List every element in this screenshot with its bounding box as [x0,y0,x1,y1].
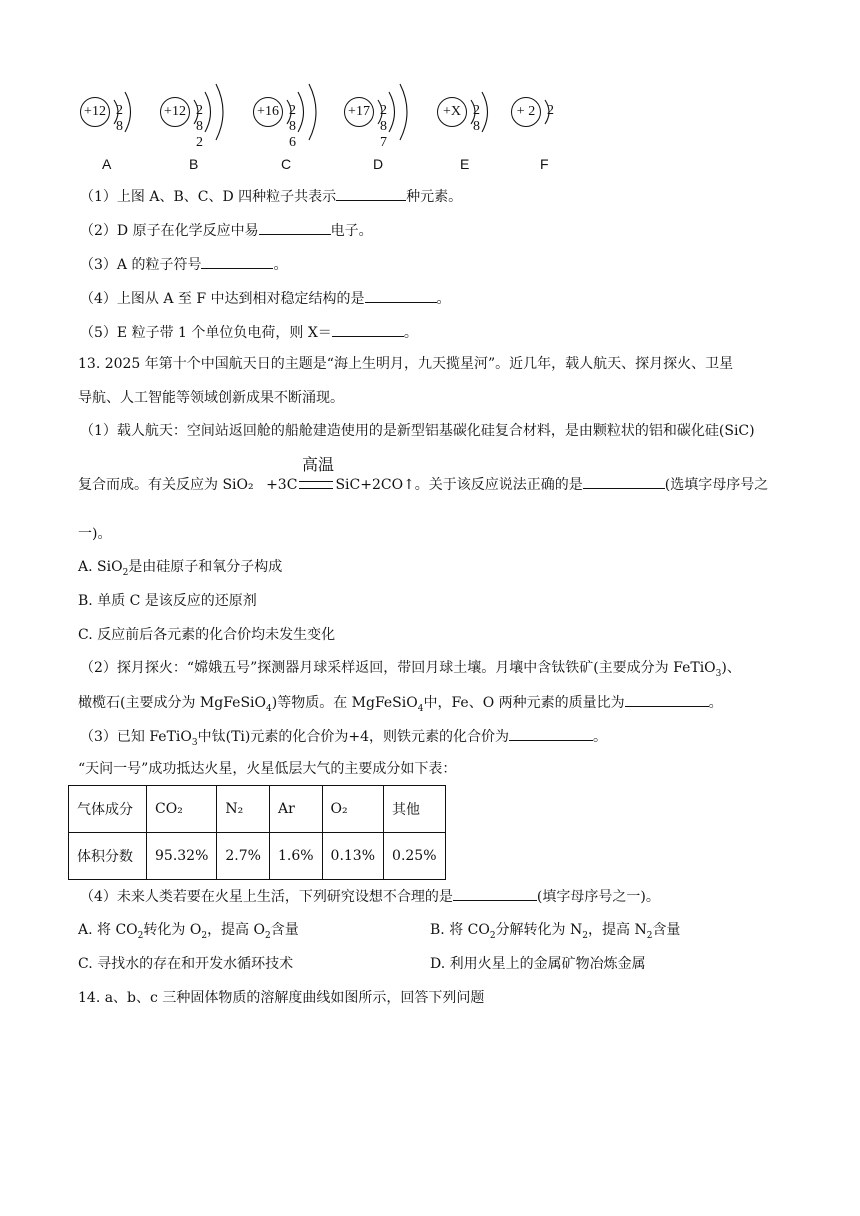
text: 电子。 [330,223,373,239]
nucleus: +12 [160,97,190,127]
text: 分解转化为 N [495,922,583,938]
table-cell: 体积分数 [69,833,147,880]
atom-label: D [373,156,384,172]
subscript: ₂ [248,477,254,493]
q12-part2 [80,220,373,241]
text: 。 [708,695,723,711]
q13-intro-line1: 13. 2025 年第十个中国航天日的主题是“海上生明月，九天揽星河”。近几年，载人航天、探月探火、卫星 [78,356,734,372]
q13-option-c: C. 反应前后各元素的化合价均未发生变化 [78,627,336,643]
subscript: 3 [715,668,722,679]
mars-atmosphere-table [68,785,446,880]
shell-numbers: 2 [547,103,554,118]
answer-blank[interactable] [583,474,665,489]
table-cell: 0.25% [384,833,445,880]
q13-option-b: B. 单质 C 是该反应的还原剂 [78,593,257,609]
subscript: 4 [417,703,424,714]
answer-blank[interactable] [509,726,593,741]
q13-part4 [80,886,660,907]
answer-blank[interactable] [625,692,709,707]
text: （1）上图 A、B、C、D 四种粒子共表示 [80,189,337,205]
text: )等物质。在 MgFeSiO [271,695,418,711]
electron-shell-arcs [437,68,517,158]
answer-blank[interactable] [336,186,406,201]
subscript: 3 [191,737,198,748]
nucleus: + 2 [511,97,541,127]
electron-shell-arcs [80,68,160,158]
electron-shell-arcs [253,68,333,158]
q13-option-a [78,557,282,583]
mars-intro: “天问一号”成功抵达火星，火星低层大气的主要成分如下表： [78,761,457,777]
text: 种元素。 [406,189,463,205]
subscript: 2 [122,567,129,578]
q13-part4-option-d: D. 利用火星上的金属矿物冶炼金属 [430,956,646,972]
text: （5）E 粒子带 1 个单位负电荷，则 X＝ [80,325,332,341]
subscript: 2 [646,930,653,941]
table-cell: Ar [269,786,322,833]
text: ，提高 O [207,922,265,938]
text: B. 将 CO [430,922,490,938]
shell-numbers: 2 8 6 [289,103,296,150]
subscript: 2 [201,930,208,941]
table-cell: CO₂ [147,786,217,833]
text: (选填字母序号之 [664,477,769,493]
text: 含量 [270,922,299,938]
text: 。 [273,257,288,273]
nucleus: +17 [344,97,374,127]
shell-numbers: 2 8 [116,103,123,134]
text: 是由硅原子和氧分子构成 [128,559,283,575]
text: ，提高 N [588,922,647,938]
subscript: 2 [265,930,271,941]
answer-blank[interactable] [365,288,437,303]
text: （3）A 的粒子符号 [80,257,202,273]
text: (填字母序号之一)。 [536,889,660,905]
equals-sign [299,481,333,489]
text: A. 将 CO [78,922,138,938]
q12-part3 [80,254,287,275]
shell-numbers: 2 8 2 [196,103,203,150]
text: （4）未来人类若要在火星上生活，下列研究设想不合理的是 [80,889,453,905]
text: 复合而成。有关反应为 SiO [78,477,248,493]
subscript: 2 [489,930,496,941]
atom-label: C [281,156,292,172]
text: （2）探月探火：“嫦娥五号”探测器月球采样返回，带回月球土壤。月壤中含钛铁矿(主要成分为 FeTiO [80,660,716,676]
table-header-row [69,786,446,833]
q12-part1 [80,186,462,207]
atom-label: E [460,156,470,172]
text: )、 [721,660,741,676]
table-cell: 1.6% [269,833,322,880]
text: 。 [436,291,451,307]
q13-part4-option-c: C. 寻找水的存在和开发水循环技术 [78,956,294,972]
shell-numbers: 2 8 [473,103,480,134]
q13-intro-line2: 导航、人工智能等领域创新成果不断涌现。 [78,390,344,406]
electron-shell-arcs [511,68,591,158]
text: （2）D 原子在化学反应中易 [80,223,259,239]
text: 含量 [652,922,681,938]
answer-blank[interactable] [332,322,404,337]
table-cell: 气体成分 [69,786,147,833]
subscript: 4 [266,703,272,714]
electron-shell-arcs [160,68,240,158]
text: 。 [593,729,608,745]
table-cell: 95.32% [147,833,217,880]
answer-blank[interactable] [259,220,331,235]
atom-label: B [189,156,199,172]
table-cell: 2.7% [217,833,270,880]
table-row [69,833,446,880]
nucleus: +X [437,97,467,127]
q13-part3 [80,726,607,753]
answer-blank[interactable] [201,254,273,269]
text: 。 [403,325,418,341]
text: 中，Fe、O 两种元素的质量比为 [423,695,625,711]
text: 转化为 O [143,922,202,938]
q14-intro: 14. a、b、c 三种固体物质的溶解度曲线如图所示，回答下列问题 [78,990,485,1006]
table-cell: O₂ [322,786,383,833]
subscript: 2 [582,930,588,941]
q13-part2-line2 [78,692,723,719]
atom-label: F [540,156,549,172]
text: 橄榄石(主要成分为 MgFeSiO [78,695,266,711]
q12-part5 [80,322,418,343]
answer-blank[interactable] [453,886,537,901]
text: SiC+2CO↑。关于该反应说法正确的是 [335,477,583,493]
atom-label: A [102,156,112,172]
subscript: 2 [137,930,144,941]
reaction-condition: 高温 [302,455,335,474]
shell-numbers: 2 8 7 [380,103,387,150]
q13-part1-line2 [78,474,768,495]
table-cell: N₂ [217,786,270,833]
q12-part4 [80,288,451,309]
nucleus: +12 [80,97,110,127]
nucleus: +16 [253,97,283,127]
q13-part4-option-b [430,920,680,946]
text: （3）已知 FeTiO [80,729,192,745]
text: A. SiO [78,559,123,575]
q13-part4-option-a [78,920,299,946]
table-cell: 其他 [384,786,445,833]
q13-part2-line1 [80,658,741,684]
q13-part1-line1: （1）载人航天：空间站返回舱的船舱建造使用的是新型铝基碳化硅复合材料，是由颗粒状的铝和碳化硅(SiC) [80,423,755,439]
q13-part1-line3: 一)。 [78,526,112,542]
table-cell: 0.13% [322,833,383,880]
text: 中钛(Ti)元素的化合价为+4，则铁元素的化合价为 [197,729,510,745]
text: （4）上图从 A 至 F 中达到相对稳定结构的是 [80,291,365,307]
electron-shell-arcs [344,68,424,158]
text: +3C [266,477,298,493]
